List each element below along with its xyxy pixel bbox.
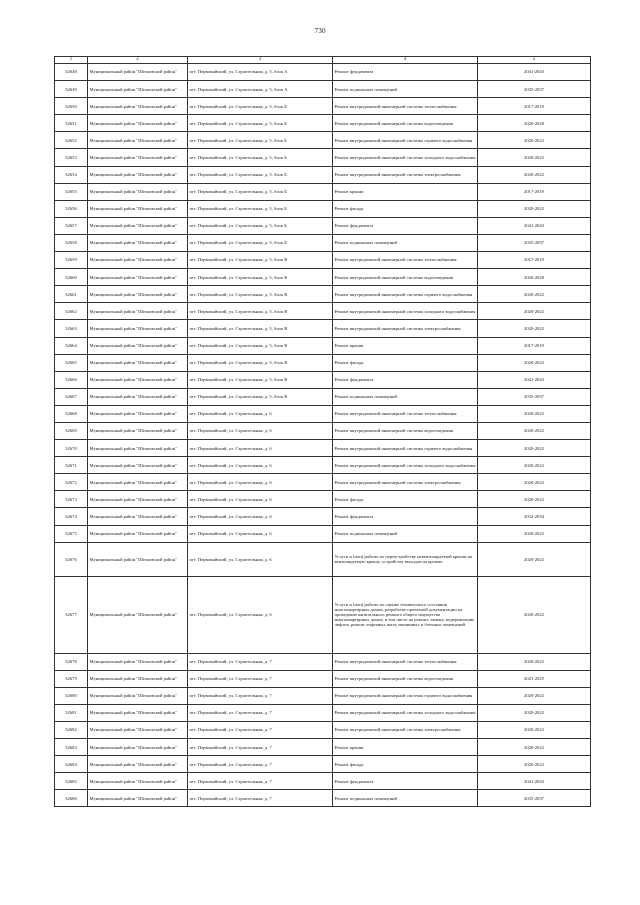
period-cell: 2035-2037 bbox=[478, 234, 591, 251]
district-cell: Муниципальный район "Шелковской район" bbox=[88, 653, 188, 670]
row-number-cell: 32648 bbox=[55, 64, 88, 81]
row-number-cell: 32668 bbox=[55, 405, 88, 422]
period-cell: 2020-2022 bbox=[478, 756, 591, 773]
district-cell: Муниципальный район "Шелковской район" bbox=[88, 687, 188, 704]
work-type-cell: Ремонт внутридомовой инженерной системы водоотведения bbox=[333, 115, 478, 132]
work-type-cell: Услуги и (или) работы по оценке технического состояния многоквартирных домов, разработке проектной документации на проведение капитального ремонта общего имущества многоквартирных домов, в том числе на ремонт, замену, модернизацию лифтов, ремонт лифтовых шахт, машинных и блочных помещений bbox=[333, 576, 478, 653]
district-cell: Муниципальный район "Шелковской район" bbox=[88, 64, 188, 81]
table-row bbox=[55, 457, 591, 474]
address-cell: пгт. Первомайский, ул. Строительная, д. 6 bbox=[188, 422, 333, 439]
period-cell: 2041-2043 bbox=[478, 217, 591, 234]
table-row bbox=[55, 132, 591, 149]
district-cell: Муниципальный район "Шелковской район" bbox=[88, 166, 188, 183]
work-type-cell: Ремонт внутридомовой инженерной системы теплоснабжения bbox=[333, 98, 478, 115]
address-cell: пгт. Первомайский, ул. Строительная, д. 5, блок Б bbox=[188, 149, 333, 166]
work-type-cell: Услуги и (или) работы по переустройству невентилируемой крыши на вентилируемую крышу, устройству выходов на кровлю bbox=[333, 542, 478, 576]
row-number-cell: 32670 bbox=[55, 440, 88, 457]
table-row bbox=[55, 98, 591, 115]
row-number-cell: 32678 bbox=[55, 653, 88, 670]
period-cell: 2020-2022 bbox=[478, 354, 591, 371]
table-row bbox=[55, 525, 591, 542]
period-cell: 2020-2022 bbox=[478, 149, 591, 166]
district-cell: Муниципальный район "Шелковской район" bbox=[88, 422, 188, 439]
address-cell: пгт. Первомайский, ул. Строительная, д. 5, блок Б bbox=[188, 98, 333, 115]
work-type-cell: Ремонт внутридомовой инженерной системы холодного водоснабжения bbox=[333, 704, 478, 721]
work-type-cell: Ремонт внутридомовой инженерной системы водоотведения bbox=[333, 670, 478, 687]
district-cell: Муниципальный район "Шелковской район" bbox=[88, 773, 188, 790]
work-type-cell: Ремонт фасада bbox=[333, 756, 478, 773]
column-header: 5 bbox=[478, 57, 591, 64]
district-cell: Муниципальный район "Шелковской район" bbox=[88, 704, 188, 721]
period-cell: 2017-2019 bbox=[478, 252, 591, 269]
row-number-cell: 32679 bbox=[55, 670, 88, 687]
row-number-cell: 32671 bbox=[55, 457, 88, 474]
district-cell: Муниципальный район "Шелковской район" bbox=[88, 371, 188, 388]
repair-schedule-table bbox=[54, 56, 591, 807]
row-number-cell: 32685 bbox=[55, 773, 88, 790]
table-row bbox=[55, 756, 591, 773]
period-cell: 2020-2022 bbox=[478, 653, 591, 670]
work-type-cell: Ремонт фундамента bbox=[333, 773, 478, 790]
period-cell: 2020-2022 bbox=[478, 525, 591, 542]
period-cell: 2020-2022 bbox=[478, 542, 591, 576]
row-number-cell: 32658 bbox=[55, 234, 88, 251]
district-cell: Муниципальный район "Шелковской район" bbox=[88, 183, 188, 200]
district-cell: Муниципальный район "Шелковской район" bbox=[88, 252, 188, 269]
row-number-cell: 32652 bbox=[55, 132, 88, 149]
period-cell: 2020-2022 bbox=[478, 286, 591, 303]
address-cell: пгт. Первомайский, ул. Строительная, д. 5, блок В bbox=[188, 286, 333, 303]
period-cell: 2017-2019 bbox=[478, 183, 591, 200]
row-number-cell: 32667 bbox=[55, 388, 88, 405]
table-row bbox=[55, 405, 591, 422]
row-number-cell: 32659 bbox=[55, 252, 88, 269]
district-cell: Муниципальный район "Шелковской район" bbox=[88, 149, 188, 166]
work-type-cell: Ремонт фасада bbox=[333, 491, 478, 508]
period-cell: 2041-2043 bbox=[478, 773, 591, 790]
district-cell: Муниципальный район "Шелковской район" bbox=[88, 457, 188, 474]
table-row bbox=[55, 653, 591, 670]
table-row bbox=[55, 303, 591, 320]
period-cell: 2041-2043 bbox=[478, 371, 591, 388]
row-number-cell: 32651 bbox=[55, 115, 88, 132]
address-cell: пгт. Первомайский, ул. Строительная, д. 6 bbox=[188, 525, 333, 542]
address-cell: пгт. Первомайский, ул. Строительная, д. 5, блок А bbox=[188, 81, 333, 98]
address-cell: пгт. Первомайский, ул. Строительная, д. 7 bbox=[188, 653, 333, 670]
table-row bbox=[55, 474, 591, 491]
period-cell: 2020-2022 bbox=[478, 704, 591, 721]
period-cell: 2020-2022 bbox=[478, 132, 591, 149]
work-type-cell: Ремонт внутридомовой инженерной системы холодного водоснабжения bbox=[333, 303, 478, 320]
district-cell: Муниципальный район "Шелковской район" bbox=[88, 115, 188, 132]
period-cell: 2026-2028 bbox=[478, 115, 591, 132]
row-number-cell: 32674 bbox=[55, 508, 88, 525]
address-cell: пгт. Первомайский, ул. Строительная, д. 7 bbox=[188, 739, 333, 756]
district-cell: Муниципальный район "Шелковской район" bbox=[88, 790, 188, 807]
row-number-cell: 32672 bbox=[55, 474, 88, 491]
period-cell: 2020-2022 bbox=[478, 440, 591, 457]
period-cell: 2017-2019 bbox=[478, 98, 591, 115]
table-row bbox=[55, 81, 591, 98]
district-cell: Муниципальный район "Шелковской район" bbox=[88, 98, 188, 115]
table-row bbox=[55, 269, 591, 286]
address-cell: пгт. Первомайский, ул. Строительная, д. 6 bbox=[188, 440, 333, 457]
column-header: 4 bbox=[333, 57, 478, 64]
row-number-cell: 32649 bbox=[55, 81, 88, 98]
period-cell: 2035-2037 bbox=[478, 388, 591, 405]
address-cell: пгт. Первомайский, ул. Строительная, д. 6 bbox=[188, 491, 333, 508]
district-cell: Муниципальный район "Шелковской район" bbox=[88, 440, 188, 457]
period-cell: 2032-2034 bbox=[478, 508, 591, 525]
district-cell: Муниципальный район "Шелковской район" bbox=[88, 722, 188, 739]
address-cell: пгт. Первомайский, ул. Строительная, д. 6 bbox=[188, 474, 333, 491]
table-row bbox=[55, 388, 591, 405]
work-type-cell: Ремонт внутридомовой инженерной системы холодного водоснабжения bbox=[333, 149, 478, 166]
address-cell: пгт. Первомайский, ул. Строительная, д. 7 bbox=[188, 687, 333, 704]
row-number-cell: 32675 bbox=[55, 525, 88, 542]
address-cell: пгт. Первомайский, ул. Строительная, д. 5, блок В bbox=[188, 371, 333, 388]
address-cell: пгт. Первомайский, ул. Строительная, д. 5, блок А bbox=[188, 64, 333, 81]
row-number-cell: 32664 bbox=[55, 337, 88, 354]
address-cell: пгт. Первомайский, ул. Строительная, д. 5, блок Б bbox=[188, 217, 333, 234]
row-number-cell: 32663 bbox=[55, 320, 88, 337]
table-row bbox=[55, 183, 591, 200]
row-number-cell: 32654 bbox=[55, 166, 88, 183]
table-row bbox=[55, 286, 591, 303]
work-type-cell: Ремонт внутридомовой инженерной системы теплоснабжения bbox=[333, 405, 478, 422]
period-cell: 2020-2022 bbox=[478, 405, 591, 422]
district-cell: Муниципальный район "Шелковской район" bbox=[88, 491, 188, 508]
row-number-cell: 32657 bbox=[55, 217, 88, 234]
district-cell: Муниципальный район "Шелковской район" bbox=[88, 81, 188, 98]
address-cell: пгт. Первомайский, ул. Строительная, д. 7 bbox=[188, 773, 333, 790]
district-cell: Муниципальный район "Шелковской район" bbox=[88, 132, 188, 149]
address-cell: пгт. Первомайский, ул. Строительная, д. 6 bbox=[188, 508, 333, 525]
work-type-cell: Ремонт подвальных помещений bbox=[333, 388, 478, 405]
address-cell: пгт. Первомайский, ул. Строительная, д. 7 bbox=[188, 756, 333, 773]
district-cell: Муниципальный район "Шелковской район" bbox=[88, 234, 188, 251]
address-cell: пгт. Первомайский, ул. Строительная, д. 6 bbox=[188, 576, 333, 653]
work-type-cell: Ремонт внутридомовой инженерной системы горячего водоснабжения bbox=[333, 440, 478, 457]
table-row bbox=[55, 371, 591, 388]
address-cell: пгт. Первомайский, ул. Строительная, д. 5, блок Б bbox=[188, 200, 333, 217]
address-cell: пгт. Первомайский, ул. Строительная, д. 5, блок В bbox=[188, 320, 333, 337]
period-cell: 2026-2028 bbox=[478, 269, 591, 286]
address-cell: пгт. Первомайский, ул. Строительная, д. 5, блок В bbox=[188, 269, 333, 286]
table-row bbox=[55, 354, 591, 371]
page-number: 730 bbox=[314, 26, 326, 35]
column-header: 3 bbox=[188, 57, 333, 64]
district-cell: Муниципальный район "Шелковской район" bbox=[88, 670, 188, 687]
row-number-cell: 32673 bbox=[55, 491, 88, 508]
work-type-cell: Ремонт подвальных помещений bbox=[333, 81, 478, 98]
address-cell: пгт. Первомайский, ул. Строительная, д. 6 bbox=[188, 457, 333, 474]
table-row bbox=[55, 773, 591, 790]
row-number-cell: 32653 bbox=[55, 149, 88, 166]
district-cell: Муниципальный район "Шелковской район" bbox=[88, 337, 188, 354]
table-row bbox=[55, 739, 591, 756]
period-cell: 2041-2043 bbox=[478, 64, 591, 81]
address-cell: пгт. Первомайский, ул. Строительная, д. 6 bbox=[188, 542, 333, 576]
address-cell: пгт. Первомайский, ул. Строительная, д. 5, блок Б bbox=[188, 166, 333, 183]
work-type-cell: Ремонт внутридомовой инженерной системы водоотведения bbox=[333, 422, 478, 439]
work-type-cell: Ремонт подвальных помещений bbox=[333, 525, 478, 542]
district-cell: Муниципальный район "Шелковской район" bbox=[88, 525, 188, 542]
district-cell: Муниципальный район "Шелковской район" bbox=[88, 217, 188, 234]
table-row bbox=[55, 491, 591, 508]
period-cell: 2035-2037 bbox=[478, 790, 591, 807]
period-cell: 2020-2022 bbox=[478, 722, 591, 739]
row-number-cell: 32650 bbox=[55, 98, 88, 115]
period-cell: 2020-2022 bbox=[478, 457, 591, 474]
work-type-cell: Ремонт внутридомовой инженерной системы горячего водоснабжения bbox=[333, 132, 478, 149]
work-type-cell: Ремонт внутридомовой инженерной системы водоотведения bbox=[333, 269, 478, 286]
address-cell: пгт. Первомайский, ул. Строительная, д. 6 bbox=[188, 405, 333, 422]
district-cell: Муниципальный район "Шелковской район" bbox=[88, 354, 188, 371]
row-number-cell: 32683 bbox=[55, 739, 88, 756]
work-type-cell: Ремонт фасада bbox=[333, 200, 478, 217]
district-cell: Муниципальный район "Шелковской район" bbox=[88, 303, 188, 320]
row-number-cell: 32681 bbox=[55, 704, 88, 721]
row-number-cell: 32684 bbox=[55, 756, 88, 773]
row-number-cell: 32662 bbox=[55, 303, 88, 320]
table-row bbox=[55, 320, 591, 337]
work-type-cell: Ремонт внутридомовой инженерной системы электроснабжения bbox=[333, 722, 478, 739]
table-row bbox=[55, 115, 591, 132]
row-number-cell: 32656 bbox=[55, 200, 88, 217]
table-row bbox=[55, 576, 591, 653]
address-cell: пгт. Первомайский, ул. Строительная, д. 7 bbox=[188, 704, 333, 721]
work-type-cell: Ремонт крыши bbox=[333, 739, 478, 756]
district-cell: Муниципальный район "Шелковской район" bbox=[88, 388, 188, 405]
table-row bbox=[55, 252, 591, 269]
address-cell: пгт. Первомайский, ул. Строительная, д. 5, блок В bbox=[188, 252, 333, 269]
address-cell: пгт. Первомайский, ул. Строительная, д. 7 bbox=[188, 670, 333, 687]
table-row bbox=[55, 704, 591, 721]
address-cell: пгт. Первомайский, ул. Строительная, д. 5, блок Б bbox=[188, 234, 333, 251]
period-cell: 2020-2022 bbox=[478, 303, 591, 320]
period-cell: 2020-2022 bbox=[478, 422, 591, 439]
work-type-cell: Ремонт подвальных помещений bbox=[333, 234, 478, 251]
work-type-cell: Ремонт фундамента bbox=[333, 508, 478, 525]
row-number-cell: 32655 bbox=[55, 183, 88, 200]
period-cell: 2020-2022 bbox=[478, 200, 591, 217]
table-row bbox=[55, 166, 591, 183]
work-type-cell: Ремонт внутридомовой инженерной системы электроснабжения bbox=[333, 166, 478, 183]
work-type-cell: Ремонт подвальных помещений bbox=[333, 790, 478, 807]
work-type-cell: Ремонт внутридомовой инженерной системы горячего водоснабжения bbox=[333, 286, 478, 303]
row-number-cell: 32665 bbox=[55, 354, 88, 371]
table-row bbox=[55, 508, 591, 525]
work-type-cell: Ремонт внутридомовой инженерной системы горячего водоснабжения bbox=[333, 687, 478, 704]
row-number-cell: 32677 bbox=[55, 576, 88, 653]
period-cell: 2023-2025 bbox=[478, 670, 591, 687]
table-row bbox=[55, 337, 591, 354]
work-type-cell: Ремонт внутридомовой инженерной системы электроснабжения bbox=[333, 474, 478, 491]
table-row bbox=[55, 790, 591, 807]
period-cell: 2020-2022 bbox=[478, 474, 591, 491]
table-row bbox=[55, 687, 591, 704]
row-number-cell: 32676 bbox=[55, 542, 88, 576]
period-cell: 2020-2022 bbox=[478, 576, 591, 653]
period-cell: 2020-2022 bbox=[478, 739, 591, 756]
work-type-cell: Ремонт фундамента bbox=[333, 217, 478, 234]
address-cell: пгт. Первомайский, ул. Строительная, д. 5, блок В bbox=[188, 337, 333, 354]
work-type-cell: Ремонт внутридомовой инженерной системы электроснабжения bbox=[333, 320, 478, 337]
address-cell: пгт. Первомайский, ул. Строительная, д. 5, блок Б bbox=[188, 115, 333, 132]
period-cell: 2017-2019 bbox=[478, 337, 591, 354]
address-cell: пгт. Первомайский, ул. Строительная, д. 7 bbox=[188, 722, 333, 739]
table-row bbox=[55, 722, 591, 739]
district-cell: Муниципальный район "Шелковской район" bbox=[88, 542, 188, 576]
table-row bbox=[55, 64, 591, 81]
address-cell: пгт. Первомайский, ул. Строительная, д. 5, блок Б bbox=[188, 183, 333, 200]
column-number-row bbox=[55, 57, 591, 64]
row-number-cell: 32669 bbox=[55, 422, 88, 439]
district-cell: Муниципальный район "Шелковской район" bbox=[88, 405, 188, 422]
table-row bbox=[55, 234, 591, 251]
work-type-cell: Ремонт внутридомовой инженерной системы теплоснабжения bbox=[333, 653, 478, 670]
table-row bbox=[55, 440, 591, 457]
table-row bbox=[55, 217, 591, 234]
period-cell: 2035-2037 bbox=[478, 81, 591, 98]
period-cell: 2020-2022 bbox=[478, 320, 591, 337]
table-row bbox=[55, 670, 591, 687]
row-number-cell: 32680 bbox=[55, 687, 88, 704]
work-type-cell: Ремонт фундамента bbox=[333, 371, 478, 388]
period-cell: 2020-2022 bbox=[478, 687, 591, 704]
work-type-cell: Ремонт фасада bbox=[333, 354, 478, 371]
district-cell: Муниципальный район "Шелковской район" bbox=[88, 286, 188, 303]
table-row bbox=[55, 200, 591, 217]
table-row bbox=[55, 542, 591, 576]
address-cell: пгт. Первомайский, ул. Строительная, д. 5, блок Б bbox=[188, 132, 333, 149]
row-number-cell: 32682 bbox=[55, 722, 88, 739]
period-cell: 2020-2022 bbox=[478, 491, 591, 508]
period-cell: 2020-2022 bbox=[478, 166, 591, 183]
district-cell: Муниципальный район "Шелковской район" bbox=[88, 200, 188, 217]
district-cell: Муниципальный район "Шелковской район" bbox=[88, 320, 188, 337]
district-cell: Муниципальный район "Шелковской район" bbox=[88, 739, 188, 756]
work-type-cell: Ремонт крыши bbox=[333, 183, 478, 200]
row-number-cell: 32660 bbox=[55, 269, 88, 286]
table-row bbox=[55, 422, 591, 439]
district-cell: Муниципальный район "Шелковской район" bbox=[88, 508, 188, 525]
district-cell: Муниципальный район "Шелковской район" bbox=[88, 756, 188, 773]
address-cell: пгт. Первомайский, ул. Строительная, д. 5, блок В bbox=[188, 303, 333, 320]
table-row bbox=[55, 149, 591, 166]
work-type-cell: Ремонт внутридомовой инженерной системы теплоснабжения bbox=[333, 252, 478, 269]
row-number-cell: 32686 bbox=[55, 790, 88, 807]
district-cell: Муниципальный район "Шелковской район" bbox=[88, 269, 188, 286]
row-number-cell: 32666 bbox=[55, 371, 88, 388]
address-cell: пгт. Первомайский, ул. Строительная, д. 7 bbox=[188, 790, 333, 807]
address-cell: пгт. Первомайский, ул. Строительная, д. 5, блок В bbox=[188, 354, 333, 371]
address-cell: пгт. Первомайский, ул. Строительная, д. 5, блок В bbox=[188, 388, 333, 405]
row-number-cell: 32661 bbox=[55, 286, 88, 303]
district-cell: Муниципальный район "Шелковской район" bbox=[88, 474, 188, 491]
district-cell: Муниципальный район "Шелковской район" bbox=[88, 576, 188, 653]
column-header: 1 bbox=[55, 57, 88, 64]
work-type-cell: Ремонт фундамента bbox=[333, 64, 478, 81]
work-type-cell: Ремонт крыши bbox=[333, 337, 478, 354]
work-type-cell: Ремонт внутридомовой инженерной системы холодного водоснабжения bbox=[333, 457, 478, 474]
column-header: 2 bbox=[88, 57, 188, 64]
